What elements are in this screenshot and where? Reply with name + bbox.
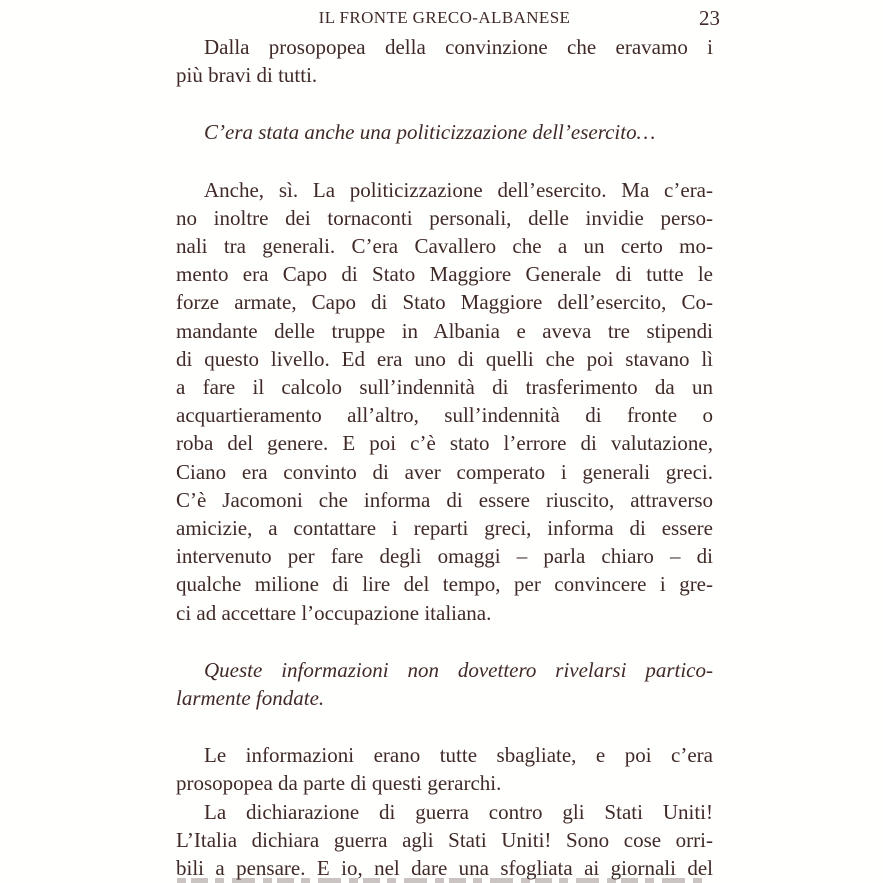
interviewer-question-line: C’era stata anche una politicizzazione dell’esercito… xyxy=(204,120,656,145)
body-line: nali tra generali. C’era Cavallero che a un certo mo- xyxy=(176,234,713,259)
body-line: La dichiarazione di guerra contro gli Stati Uniti! xyxy=(204,799,713,824)
body-line: mandante delle truppe in Albania e aveva tre stipendi xyxy=(176,318,713,343)
body-line: forze armate, Capo di Stato Maggiore dell’esercito, Co- xyxy=(176,290,713,315)
text-column xyxy=(176,33,713,882)
cut-off-next-line xyxy=(177,878,707,883)
body-line: mento era Capo di Stato Maggiore Generale di tutte le xyxy=(176,262,713,287)
body-line: Le informazioni erano tutte sbagliate, e poi c’era xyxy=(204,743,713,768)
body-line: L’Italia dichiara guerra agli Stati Uniti! Sono cose orri- xyxy=(176,827,713,852)
body-line: intervenuto per fare degli omaggi – parla chiaro – di xyxy=(176,544,713,569)
body-line: no inoltre dei tornaconti personali, delle invidie perso- xyxy=(176,205,713,230)
body-line: Anche, sì. La politicizzazione dell’esercito. Ma c’era- xyxy=(204,177,713,202)
body-line: prosopopea da parte di questi gerarchi. xyxy=(176,771,502,796)
body-line: bili a pensare. E io, nel dare una sfogliata ai giornali del xyxy=(176,856,713,881)
running-header: IL FRONTE GRECO-ALBANESE xyxy=(318,8,571,27)
body-line: acquartieramento all’altro, sull’indennità di fronte o xyxy=(176,403,713,428)
body-line: amicizie, a contattare i reparti greci, informa di essere xyxy=(176,516,713,541)
body-line: di questo livello. Ed era uno di quelli che poi stavano lì xyxy=(176,346,713,371)
body-line: qualche milione di lire del tempo, per convincere i gre- xyxy=(176,572,713,597)
body-line: più bravi di tutti. xyxy=(176,63,318,88)
page-number: 23 xyxy=(699,6,720,30)
body-line: Dalla prosopopea della convinzione che eravamo i xyxy=(204,35,713,59)
body-line: a fare il calcolo sull’indennità di trasferimento da un xyxy=(176,375,713,400)
interviewer-question-line: larmente fondate. xyxy=(176,686,325,711)
body-line: Ciano era convinto di aver comperato i generali greci. xyxy=(176,459,713,484)
body-line: C’è Jacomoni che informa di essere riuscito, attraverso xyxy=(176,487,713,512)
body-line: ci ad accettare l’occupazione italiana. xyxy=(176,600,492,625)
interviewer-question-line: Queste informazioni non dovettero rivelarsi partico- xyxy=(204,657,713,682)
body-line: roba del genere. E poi c’è stato l’errore di valutazione, xyxy=(176,431,713,456)
